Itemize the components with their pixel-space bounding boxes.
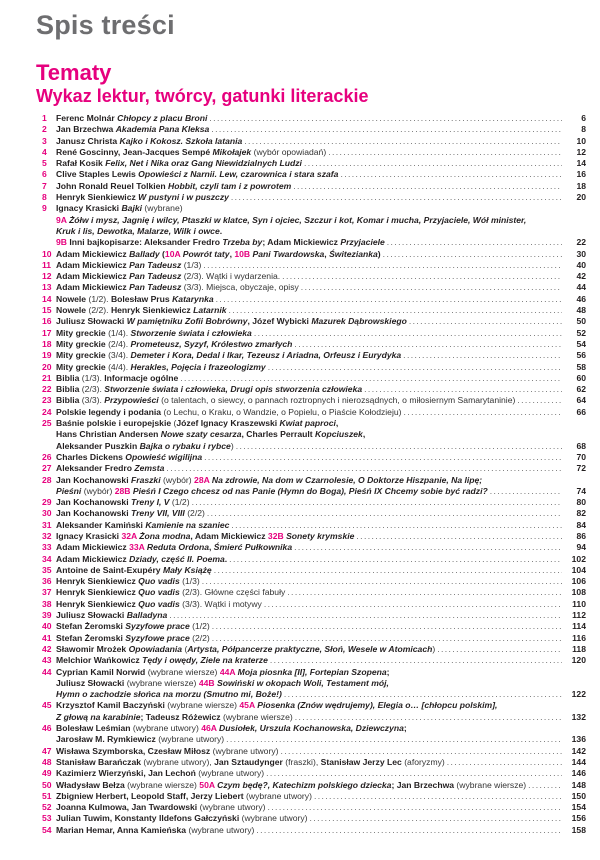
toc-entry (26, 113, 586, 124)
entry-number: 46 (42, 723, 52, 734)
entry-text: Jarosław M. Rymkiewicz (wybrane utwory) (56, 734, 225, 745)
entry-text: Polskie legendy i podania (o Lechu, o Kraku, o Wandzie, o Popielu, o Piaście Kołodzieju) (56, 406, 402, 417)
dot-leader (256, 825, 562, 836)
toc-entry (26, 644, 586, 655)
toc-entry (26, 700, 586, 723)
entry-number: 9 (42, 203, 47, 214)
entry-number: 36 (42, 576, 52, 587)
page-number: 110 (572, 598, 586, 609)
dot-leader (203, 260, 562, 271)
dot-leader (216, 294, 562, 305)
page-number: 70 (576, 451, 586, 462)
page-number: 104 (571, 564, 586, 575)
page-number: 114 (572, 621, 586, 632)
page-number: 132 (571, 711, 586, 722)
page-number: 30 (576, 248, 586, 259)
entry-number: 54 (42, 824, 52, 835)
dot-leader (387, 237, 562, 248)
entry-number: 11 (42, 259, 52, 270)
page-number: 8 (581, 124, 586, 135)
toc-entry (26, 124, 586, 135)
dot-leader (383, 249, 562, 260)
toc-entry (26, 802, 586, 813)
entry-number: 37 (42, 587, 52, 598)
entry-text: Nowele (2/2). Henryk Sienkiewicz Latarnik (56, 305, 227, 316)
entry-text: Biblia (1/3). Informacje ogólne (56, 372, 179, 383)
entry-number: 53 (42, 813, 52, 824)
entry-number: 33 (42, 542, 52, 553)
dot-leader (310, 813, 562, 824)
entry-number: 39 (42, 610, 52, 621)
page-number: 6 (581, 113, 586, 123)
entry-number: 52 (42, 802, 52, 813)
entry-number: 43 (42, 655, 52, 666)
toc-entry (26, 576, 586, 587)
entry-text: René Goscinny, Jean-Jacques Sempé Mikołajek (wybór opowiadań) (56, 146, 327, 157)
entry-number: 38 (42, 598, 52, 609)
toc-entry (26, 158, 586, 169)
dot-leader (264, 599, 562, 610)
entry-text: Wisława Szymborska, Czesław Miłosz (wybrane utwory) (56, 745, 279, 756)
entry-number: 21 (42, 372, 52, 383)
dot-leader (236, 441, 562, 452)
toc-entry (26, 587, 586, 598)
entry-text: Z głową na karabinie; Tadeusz Różewicz (wybrane wiersze) (56, 711, 293, 722)
dot-leader (301, 282, 562, 293)
entry-number: 49 (42, 768, 52, 779)
dot-leader (517, 395, 562, 406)
page-number: 148 (571, 779, 586, 790)
dot-leader (202, 576, 562, 587)
entry-number: 7 (42, 180, 47, 191)
toc-entry (26, 813, 586, 824)
dot-leader (268, 362, 562, 373)
entry-text: Janusz Christa Kajko i Kokosz. Szkoła latania (56, 135, 243, 146)
toc-entry (26, 328, 586, 339)
entry-number: 17 (42, 327, 52, 338)
entry-number: 10 (42, 248, 52, 259)
dot-leader (528, 780, 562, 791)
toc-entry (26, 339, 586, 350)
dot-leader (294, 542, 562, 553)
toc-entry (26, 565, 586, 576)
page-number: 94 (576, 542, 586, 553)
page-number: 84 (576, 519, 586, 530)
toc-entry (26, 316, 586, 327)
entry-text: Rafał Kosik Felix, Net i Nika oraz Gang Niewidzialnych Ludzi (56, 158, 302, 169)
page-number: 158 (571, 824, 586, 835)
entry-number: 5 (42, 158, 47, 169)
entry-number: 20 (42, 361, 52, 372)
entry-text: Ignacy Krasicki 32A Żona modna, Adam Mickiewicz 32B Sonety krymskie (56, 530, 355, 541)
page-number: 150 (571, 790, 586, 801)
page-number: 64 (576, 395, 586, 406)
toc-entry (26, 373, 586, 384)
entry-text: Mity greckie (4/4). Herakles, Pojęcia i frazeologizmy (56, 361, 266, 372)
toc-entry (26, 395, 586, 406)
page-number: 68 (576, 440, 586, 451)
entry-text: Biblia (2/3). Stworzenie świata i człowieka, Drugi opis stworzenia człowieka (56, 384, 363, 395)
section-subtitle: Wykaz lektur, twórcy, gatunki literackie (36, 86, 369, 106)
page-number: 86 (576, 530, 586, 541)
dot-leader (192, 497, 562, 508)
page-number: 10 (576, 135, 586, 146)
dot-leader (328, 147, 562, 158)
entry-number: 35 (42, 564, 52, 575)
entry-text: Adam Mickiewicz Pan Tadeusz (1/3) (56, 259, 202, 270)
page-number: 82 (576, 508, 586, 519)
entry-text: Jan Kochanowski Treny I, V (1/2) (56, 497, 190, 508)
dot-leader (204, 452, 562, 463)
entry-text: Marian Hemar, Anna Kamieńska (wybrane utwory) (56, 824, 255, 835)
entry-text: Melchior Wańkowicz Tędy i owędy, Ziele na kraterze (56, 655, 268, 666)
entry-number: 45 (42, 700, 52, 711)
entry-text: Nowele (1/2). Bolesław Prus Katarynka (56, 293, 214, 304)
entry-text: Juliusz Słowacki (wybrane wiersze) 44B Sowiński w okopach Woli, Testament mój, (56, 677, 389, 688)
entry-number: 23 (42, 395, 52, 406)
page-number: 122 (571, 689, 586, 700)
entry-text: Adam Mickiewicz Pan Tadeusz (3/3). Miejsca, obyczaje, opisy (56, 282, 299, 293)
entry-text: Juliusz Słowacki Balladyna (56, 610, 168, 621)
entry-text: Aleksander Kamiński Kamienie na szaniec (56, 519, 230, 530)
page-number: 14 (576, 158, 586, 169)
entry-text: Adam Mickiewicz Ballady (10A Powrót taty, 10B Pani Twardowska, Świtezianka) (56, 248, 381, 259)
entry-text: Julian Tuwim, Konstanty Ildefons Gałczyński (wybrane utwory) (56, 813, 308, 824)
entry-text: Joanna Kulmowa, Jan Twardowski (wybrane utwory) (56, 802, 266, 813)
page-number: 72 (576, 463, 586, 474)
page-number: 50 (576, 316, 586, 327)
toc-entry (26, 655, 586, 666)
entry-text: Biblia (3/3). Przypowieści (o talentach, o siewcy, o pannach roztropnych i nierozsądnych, o miłosiernym Samarytaninie) (56, 395, 516, 406)
entry-text: Aleksander Fredro Zemsta (56, 463, 165, 474)
entry-number: 24 (42, 406, 52, 417)
page-number: 120 (571, 655, 586, 666)
entry-number: 12 (42, 271, 52, 282)
entry-text: Mity greckie (1/4). Stworzenie świata i człowieka (56, 327, 252, 338)
toc-entry (26, 497, 586, 508)
dot-leader (287, 587, 562, 598)
toc-entry (26, 203, 586, 248)
toc-entry (26, 350, 586, 361)
page-number: 60 (576, 372, 586, 383)
entry-text: Stefan Żeromski Syzyfowe prace (2/2) (56, 632, 210, 643)
page-number: 40 (576, 259, 586, 270)
dot-leader (254, 328, 562, 339)
page-number: 12 (576, 146, 586, 157)
page-number: 20 (576, 192, 586, 203)
dot-leader (282, 271, 562, 282)
entry-number: 22 (42, 384, 52, 395)
entry-text: Juliusz Słowacki W pamiętniku Zofii Bobrówny, Józef Wybicki Mazurek Dąbrowskiego (56, 316, 407, 327)
entry-number: 48 (42, 756, 52, 767)
entry-number: 8 (42, 192, 47, 203)
dot-leader (209, 113, 562, 124)
entry-text: Krzysztof Kamil Baczyński (wybrane wiersze) 45A Piosenka (Znów wędrujemy), Elegia o… [chłopcu polskim], (56, 700, 498, 711)
dot-leader (294, 339, 562, 350)
toc-entry (26, 463, 586, 474)
entry-text: Stanisław Barańczak (wybrane utwory), Jan Sztaudynger (fraszki), Stanisław Jerzy Lec (aforyzmy) (56, 756, 445, 767)
entry-number: 31 (42, 519, 52, 530)
entry-text: Pieśni (wybór) 28B Pieśń I Czego chcesz od nas Panie (Hymn do Boga), Pieśń IX Chcemy sobie być radzi? (56, 485, 488, 496)
entry-number: 16 (42, 316, 52, 327)
entry-text: Cyprian Kamil Norwid (wybrane wiersze) 44A Moja piosnka [II], Fortepian Szopena; (56, 666, 390, 677)
toc-entry (26, 192, 586, 203)
entry-text: Mity greckie (3/4). Demeter i Kora, Dedal i Ikar, Tezeusz i Ariadna, Orfeusz i Eurydyka (56, 350, 402, 361)
page-number: 66 (576, 406, 586, 417)
entry-text: Sławomir Mrożek Opowiadania (Artysta, Półpancerze praktyczne, Słoń, Wesele w Atomicach) (56, 643, 436, 654)
entry-number: 18 (42, 338, 52, 349)
dot-leader (231, 192, 562, 203)
entry-text: Ignacy Krasicki Bajki (wybrane) (56, 203, 183, 214)
entry-text: John Ronald Reuel Tolkien Hobbit, czyli tam i z powrotem (56, 180, 292, 191)
entry-number: 1 (42, 113, 47, 123)
toc-entry (26, 757, 586, 768)
page-number: 22 (576, 237, 586, 248)
entry-text: Jan Kochanowski Fraszki (wybór) 28A Na zdrowie, Na dom w Czarnolesie, O Doktorze Hiszpanie, Na lipę; (56, 474, 483, 485)
entry-number: 44 (42, 666, 52, 677)
entry-number: 41 (42, 632, 52, 643)
toc-entry (26, 780, 586, 791)
toc-entry (26, 825, 586, 836)
page-number: 106 (571, 576, 586, 587)
page-number: 42 (576, 271, 586, 282)
toc-entry (26, 260, 586, 271)
dot-leader (364, 384, 562, 395)
dot-leader (490, 486, 562, 497)
entry-text: Jan Kochanowski Treny VII, VIII (2/2) (56, 508, 205, 519)
page-number: 154 (571, 802, 586, 813)
page-number: 142 (571, 745, 586, 756)
toc-entry (26, 746, 586, 757)
entry-text: Adam Mickiewicz Pan Tadeusz (2/3). Wątki i wydarzenia. (56, 271, 281, 282)
page-number: 56 (576, 350, 586, 361)
toc-entry (26, 633, 586, 644)
page-number: 48 (576, 305, 586, 316)
toc-entry (26, 520, 586, 531)
toc-entry (26, 169, 586, 180)
entry-text: Charles Dickens Opowieść wigilijna (56, 451, 203, 462)
toc-entry (26, 136, 586, 147)
dot-leader (212, 633, 562, 644)
entry-number: 27 (42, 463, 52, 474)
entry-text: Zbigniew Herbert, Leopold Staff, Jerzy Liebert (wybrane utwory) (56, 790, 312, 801)
entry-text: Adam Mickiewicz Dziady, część II. Poema. (56, 553, 228, 564)
dot-leader (293, 181, 562, 192)
page-number: 52 (576, 327, 586, 338)
toc-entry (26, 294, 586, 305)
page-number: 118 (572, 643, 586, 654)
entry-text: Clive Staples Lewis Opowieści z Narnii. Lew, czarownica i stara szafa (56, 169, 339, 180)
dot-leader (404, 407, 562, 418)
dot-leader (268, 802, 563, 813)
entry-number: 32 (42, 530, 52, 541)
entry-number: 6 (42, 169, 47, 180)
entry-text: Henryk Sienkiewicz Quo vadis (1/3) (56, 576, 200, 587)
page-number: 74 (576, 485, 586, 496)
toc-entry (26, 452, 586, 463)
entry-number: 19 (42, 350, 52, 361)
toc-entry (26, 181, 586, 192)
toc-entry (26, 362, 586, 373)
toc-entry (26, 667, 586, 701)
entry-number: 29 (42, 497, 52, 508)
dot-leader (212, 621, 562, 632)
entry-number: 42 (42, 643, 52, 654)
entry-number: 13 (42, 282, 52, 293)
toc-entry (26, 305, 586, 316)
entry-number: 30 (42, 508, 52, 519)
entry-text: 9B Inni bajkopisarze: Aleksander Fredro Trzeba by; Adam Mickiewicz Przyjaciele (56, 237, 385, 248)
toc-entry (26, 610, 586, 621)
entry-number: 26 (42, 451, 52, 462)
page-number: 58 (576, 361, 586, 372)
toc-entry (26, 407, 586, 418)
entry-text: Ferenc Molnár Chłopcy z placu Broni (56, 113, 208, 123)
dot-leader (447, 757, 562, 768)
dot-leader (211, 124, 562, 135)
dot-leader (226, 734, 562, 745)
dot-leader (314, 791, 562, 802)
dot-leader (244, 136, 562, 147)
entry-number: 28 (42, 474, 52, 485)
page-number: 44 (576, 282, 586, 293)
toc-entry (26, 791, 586, 802)
page-number: 54 (576, 338, 586, 349)
entry-text: Kazimierz Wierzyński, Jan Lechoń (wybrane utwory) (56, 768, 265, 779)
entry-text: Henryk Sienkiewicz Quo vadis (2/3). Główne części fabuły (56, 587, 286, 598)
entry-text: Antoine de Saint-Exupéry Mały Książę (56, 564, 212, 575)
entry-number: 14 (42, 293, 52, 304)
entry-text: Mity greckie (2/4). Prometeusz, Syzyf, Królestwo zmarłych (56, 338, 293, 349)
dot-leader (214, 565, 562, 576)
toc-entry (26, 508, 586, 519)
page-number: 18 (576, 180, 586, 191)
entry-text: Aleksander Puszkin Bajka o rybaku i rybce) (56, 440, 234, 451)
toc-entry (26, 249, 586, 260)
entry-number: 15 (42, 305, 52, 316)
page-number: 136 (571, 734, 586, 745)
dot-leader (409, 316, 562, 327)
toc-entry (26, 621, 586, 632)
toc-entry (26, 418, 586, 452)
toc-entry (26, 542, 586, 553)
dot-leader (304, 158, 562, 169)
toc-entry (26, 768, 586, 779)
dot-leader (266, 768, 562, 779)
dot-leader (284, 689, 562, 700)
page-number: 156 (571, 813, 586, 824)
entry-number: 25 (42, 418, 52, 429)
dot-leader (229, 554, 562, 565)
entry-text: Henryk Sienkiewicz W pustyni i w puszczy (56, 192, 229, 203)
dot-leader (180, 373, 562, 384)
entry-number: 3 (42, 135, 47, 146)
toc-entry (26, 271, 586, 282)
dot-leader (231, 520, 562, 531)
toc-entry (26, 475, 586, 498)
entry-text: Jan Brzechwa Akademia Pana Kleksa (56, 124, 210, 135)
page-number: 112 (572, 610, 586, 621)
entry-text: Kruk i lis, Dewotka, Malarze, Wilk i owce. (56, 225, 223, 236)
dot-leader (169, 610, 562, 621)
toc-entry (26, 599, 586, 610)
dot-leader (229, 305, 562, 316)
page-title: Spis treści (36, 10, 175, 40)
entry-text: Stefan Żeromski Syzyfowe prace (1/2) (56, 621, 210, 632)
toc-entry (26, 723, 586, 746)
dot-leader (340, 169, 562, 180)
page-number: 62 (576, 384, 586, 395)
dot-leader (437, 644, 562, 655)
page-number: 46 (576, 293, 586, 304)
entry-text: Henryk Sienkiewicz Quo vadis (3/3). Wątki i motywy (56, 598, 262, 609)
toc-entry (26, 384, 586, 395)
page-number: 144 (571, 756, 586, 767)
toc-entry (26, 554, 586, 565)
dot-leader (403, 350, 562, 361)
page-number: 116 (572, 632, 586, 643)
entry-text: Adam Mickiewicz 33A Reduta Ordona, Śmierć Pułkownika (56, 542, 293, 553)
entry-number: 51 (42, 790, 52, 801)
dot-leader (280, 746, 562, 757)
entry-text: 9A Żółw i mysz, Jagnię i wilcy, Ptaszki w klatce, Syn i ojciec, Szczur i kot, Komar i mucha, Przyjaciele, Wół minister, (56, 214, 527, 225)
dot-leader (166, 463, 562, 474)
page-number: 16 (576, 169, 586, 180)
entry-text: Hans Christian Andersen Nowe szaty cesarza, Charles Perrault Kopciuszek, (56, 429, 366, 440)
entry-number: 47 (42, 745, 52, 756)
toc-entry (26, 147, 586, 158)
entry-number: 50 (42, 779, 52, 790)
entry-number: 40 (42, 621, 52, 632)
page-number: 146 (571, 768, 586, 779)
page-number: 80 (576, 497, 586, 508)
entry-text: Władysław Bełza (wybrane wiersze) 50A Czym będę?, Katechizm polskiego dziecka; Jan Brzechwa (wybrane wiersze) (56, 779, 527, 790)
entry-text: Hymn o zachodzie słońca na morzu (Smutno mi, Boże!) (56, 689, 282, 700)
page-number: 102 (571, 553, 586, 564)
entry-text: Bolesław Leśmian (wybrane utwory) 46A Dusiołek, Urszula Kochanowska, Dziewczyna; (56, 723, 407, 734)
entry-number: 4 (42, 146, 47, 157)
dot-leader (356, 531, 562, 542)
table-of-contents (26, 113, 586, 836)
section-title: Tematy (36, 60, 112, 85)
dot-leader (207, 508, 562, 519)
page-number: 108 (571, 587, 586, 598)
entry-number: 2 (42, 124, 47, 135)
entry-number: 34 (42, 553, 52, 564)
dot-leader (295, 712, 562, 723)
toc-entry (26, 531, 586, 542)
toc-entry (26, 282, 586, 293)
dot-leader (270, 655, 562, 666)
entry-text: Baśnie polskie i europejskie (Józef Ignacy Kraszewski Kwiat paproci, (56, 418, 339, 429)
